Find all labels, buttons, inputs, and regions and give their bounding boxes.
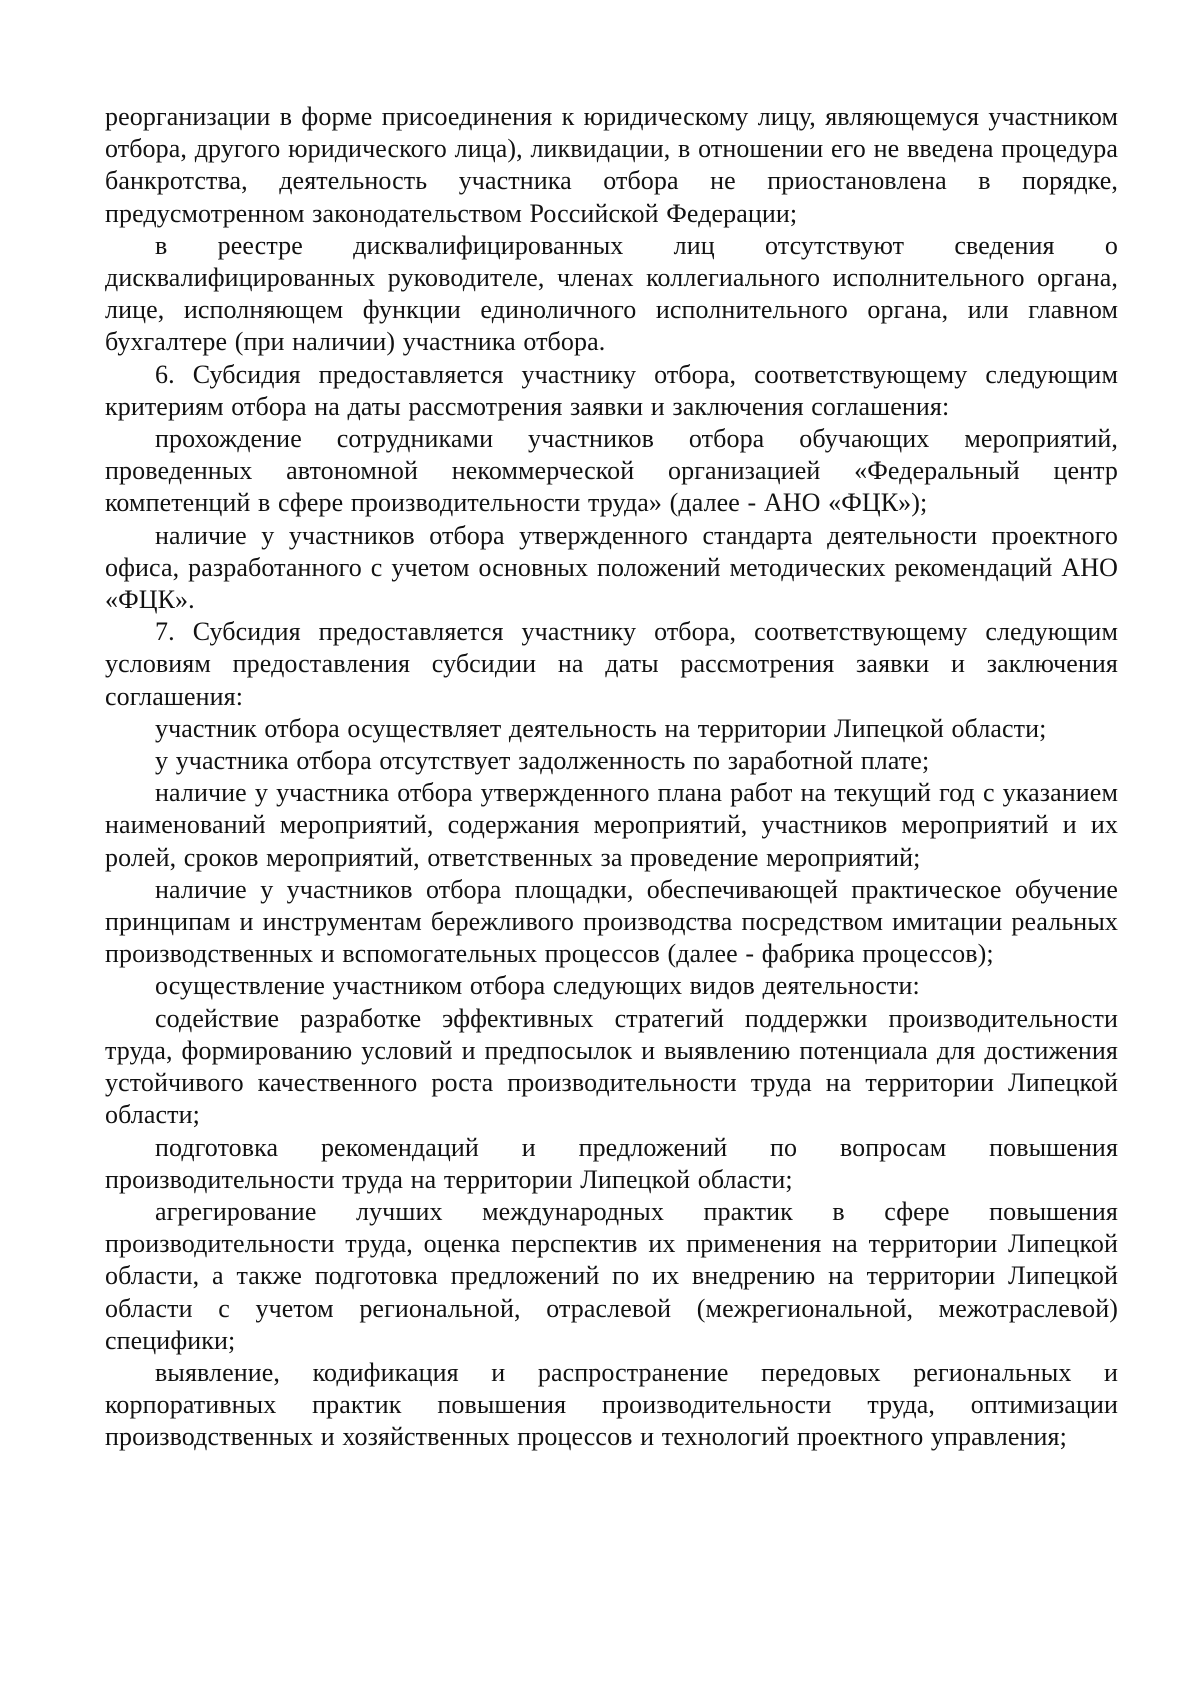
document-paragraph: у участника отбора отсутствует задолженность по заработной плате; [155, 746, 930, 776]
document-paragraph: выявление, кодификация и распространение передовых региональных и корпоративных практик повышения производительности труда, оптимизации производственных и хозяйственных процессов и технологий проектного управления; [105, 1357, 1118, 1452]
document-paragraph: осуществление участником отбора следующих видов деятельности: [155, 971, 920, 1001]
document-paragraph-clause-7: 7. Субсидия предоставляется участнику отбора, соответствующему следующим условиям предоставления субсидии на даты рассмотрения заявки и заключения соглашения: [105, 617, 1118, 711]
document-paragraph: прохождение сотрудниками участников отбора обучающих мероприятий, проведенных автономной некоммерческой организацией «Федеральный центр компетенций в сфере производительности труда» (далее - АНО «ФЦК»); [105, 424, 1118, 518]
document-paragraph: содействие разработке эффективных стратегий поддержки производительности труда, формированию условий и предпосылок и выявлению потенциала для достижения устойчивого качественного роста производительности труда на территории Липецкой области; [105, 1003, 1118, 1130]
document-paragraph: наличие у участников отбора утвержденного стандарта деятельности проектного офиса, разработанного с учетом основных положений методических рекомендаций АНО «ФЦК». [105, 520, 1118, 615]
document-paragraph: агрегирование лучших международных практик в сфере повышения производительности труда, оценка перспектив их применения на территории Липецкой области, а также подготовка предложений по их внедрению на территории Липецкой области с учетом региональной, отраслевой (межрегиональной, межотраслевой) специфики; [105, 1196, 1118, 1355]
document-paragraph: в реестре дисквалифицированных лиц отсутствуют сведения о дисквалифицированных руководителе, членах коллегиального исполнительного органа, лице, исполняющем функции единоличного исполнительного органа, или главном бухгалтере (при наличии) участника отбора. [105, 230, 1118, 357]
document-paragraph-clause-6: 6. Субсидия предоставляется участнику отбора, соответствующему следующим критериям отбора на даты рассмотрения заявки и заключения соглашения: [105, 359, 1118, 421]
document-paragraph: наличие у участника отбора утвержденного плана работ на текущий год с указанием наименований мероприятий, содержания мероприятий, участников мероприятий и их ролей, сроков мероприятий, ответственных за проведение мероприятий; [105, 778, 1118, 872]
document-paragraph: наличие у участников отбора площадки, обеспечивающей практическое обучение принципам и инструментам бережливого производства посредством имитации реальных производственных и вспомогательных процессов (далее - фабрика процессов); [105, 874, 1118, 969]
document-paragraph: подготовка рекомендаций и предложений по вопросам повышения производительности труда на территории Липецкой области; [105, 1132, 1118, 1194]
document-paragraph: реорганизации в форме присоединения к юридическому лицу, являющемуся участником отбора, другого юридического лица), ликвидации, в отношении его не введена процедура банкротства, деятельность участника отбора не приостановлена в порядке, предусмотренном законодательством Российской Федерации; [105, 102, 1118, 228]
document-paragraph: участник отбора осуществляет деятельность на территории Липецкой области; [155, 713, 1047, 743]
